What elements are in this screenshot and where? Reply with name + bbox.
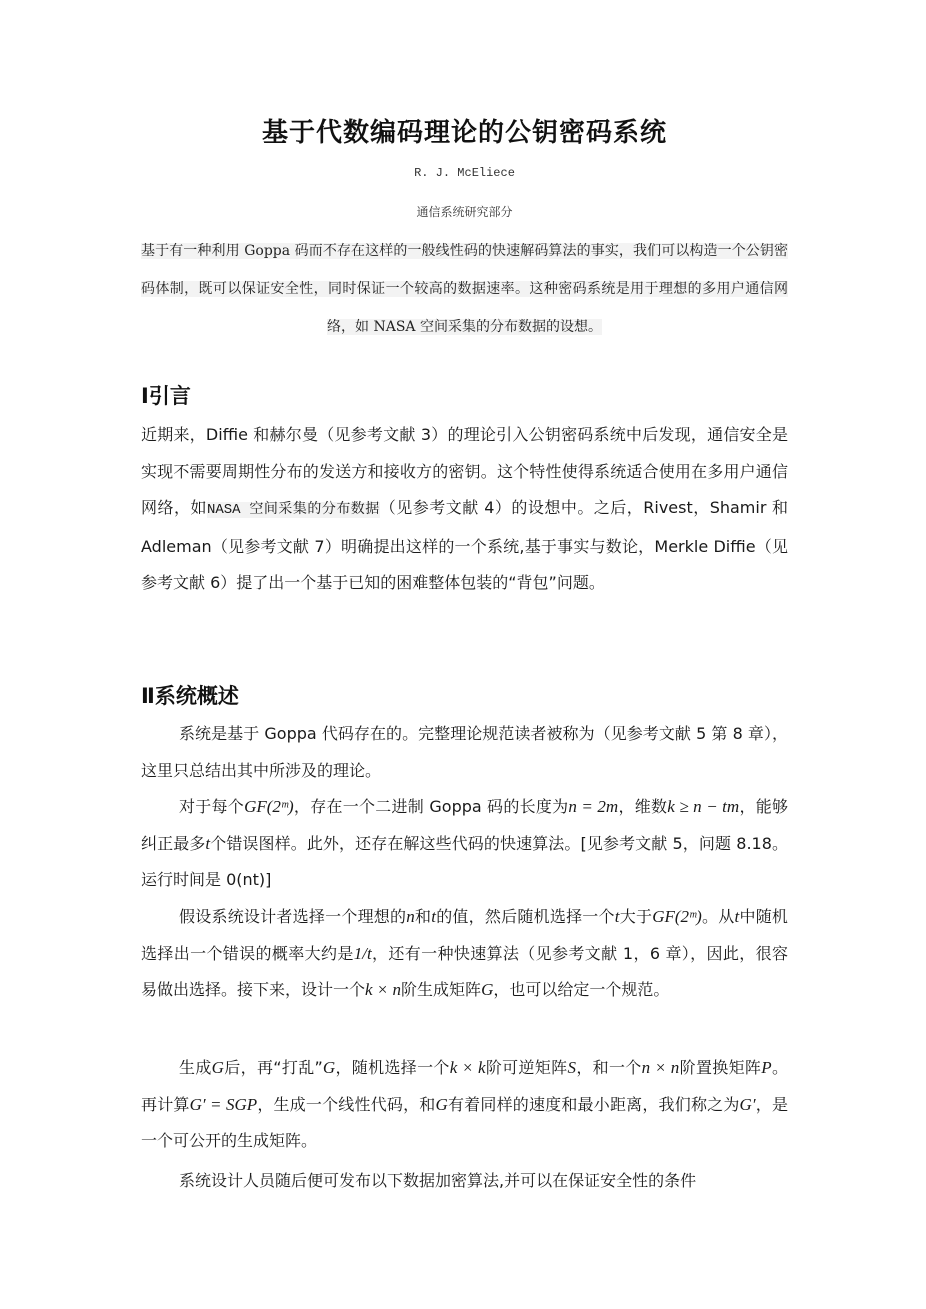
text-run: ，是一个可公开的生成矩阵。	[141, 1094, 788, 1150]
text-run: 阶生成矩阵	[401, 980, 482, 999]
math-expression: G	[481, 980, 494, 999]
overview-paragraph-4	[141, 1050, 788, 1160]
overview-paragraph-2	[141, 789, 788, 899]
text-run: ，和一个	[575, 1058, 642, 1077]
overview-paragraph-1: 系统是基于 Goppa 代码存在的。完整理论规范读者被称为（见参考文献 5 第 8 章），这里只总结出其中所涉及的理论。	[141, 724, 788, 780]
math-expression: G′ = SGP	[189, 1094, 258, 1114]
text-run: ，也可以给定一个规范。	[493, 980, 670, 999]
math-expression: t	[734, 907, 740, 926]
math-expression: n = 2m	[568, 797, 619, 816]
text-run: ，存在一个二进制 Goppa 码的长度为	[293, 797, 569, 816]
intro-paragraph	[141, 417, 788, 602]
section-heading-intro: Ⅰ引言	[141, 384, 191, 408]
math-expression: t	[614, 907, 620, 926]
text-run: 对于每个	[179, 797, 245, 816]
math-expression: P	[761, 1058, 772, 1077]
overview-paragraph-5: 系统设计人员随后便可发布以下数据加密算法,并可以在保证安全性的条件	[179, 1171, 697, 1190]
text-run: ，还有一种快速算法（见参考文献 1，6 章），因此，很容易做出选择。接下来，设计一个	[141, 943, 788, 999]
abstract-text: 基于有一种利用 Goppa 码而不存在这样的一般线性码的快速解码算法的事实，我们可以构造一个公钥密码体制，既可以保证安全性，同时保证一个较高的数据速率。这种密码系统是用于理想的多用户通信网络，如 NASA 空间采集的分布数据的设想。	[141, 243, 788, 335]
math-expression: G′	[739, 1094, 756, 1114]
text-run: 。从	[701, 907, 735, 926]
math-expression: GF(2ᵐ)	[652, 907, 702, 926]
paper-title: 基于代数编码理论的公钥密码系统	[261, 118, 667, 148]
text-run: 阶可逆矩阵	[485, 1058, 568, 1077]
math-expression: n × n	[641, 1058, 680, 1077]
text-run: 的值，然后随机选择一个	[435, 907, 615, 926]
math-expression: n	[406, 907, 415, 926]
text-run: 个错误图样。此外，还存在解这些代码的快速算法。[见参考文献 5，问题 8.18。运行时间是 0(nt)]	[141, 833, 788, 889]
text-run: 大于	[619, 907, 653, 926]
math-expression: t	[205, 833, 211, 853]
text-run: 近期来，Diffie 和赫尔曼（见参考文献 3）的理论引入公钥密码系统中后发现，通信安全是实现不需要周期性分布的发送方和接收方的密钥。这个特性使得系统适合使用在多用户通信网络，如	[141, 425, 788, 517]
text-run: 假设系统设计者选择一个理想的	[179, 907, 407, 926]
math-expression: k × n	[365, 980, 402, 999]
math-expression: G	[211, 1058, 224, 1077]
section-heading-overview: Ⅱ系统概述	[141, 684, 239, 708]
math-expression: G	[435, 1094, 448, 1114]
text-run: 和	[414, 907, 432, 926]
text-run: ，维数	[618, 797, 668, 816]
math-expression: G	[322, 1058, 336, 1077]
abstract	[141, 232, 788, 346]
text-run: ，生成一个线性代码，和	[257, 1094, 436, 1114]
math-expression: S	[567, 1058, 576, 1077]
text-run: 有着同样的速度和最小距离，我们称之为	[447, 1094, 740, 1114]
math-expression: 1/t	[353, 943, 372, 963]
text-run: 中随机选择出一个错误的概率大约是	[141, 907, 788, 963]
text-run: ，随机选择一个	[335, 1058, 450, 1077]
text-run: 后，再“打乱”	[223, 1058, 323, 1077]
text-run: ，能够纠正最多	[141, 797, 788, 853]
math-expression: k ≥ n − tm	[667, 797, 740, 816]
text-run: 生成	[179, 1058, 212, 1077]
math-expression: GF(2ᵐ)	[244, 797, 294, 816]
affiliation: 通信系统研究部分	[416, 205, 513, 219]
text-run: 阶置换矩阵	[679, 1058, 762, 1077]
math-expression: k × k	[449, 1058, 486, 1077]
text-run: 。再计算	[141, 1058, 788, 1114]
overview-paragraph-3	[141, 899, 788, 1009]
author: R. J. McEliece	[414, 166, 515, 180]
highlighted-text: NASA 空间采集的分布数据	[206, 502, 380, 518]
text-run: （见参考文献 4）的设想中。之后，Rivest，Shamir 和 Adleman（见参考文献 7）明确提出这样的一个系统,基于事实与数论，Merkle Diffie（见参考文献 6）提了出一个基于已知的困难整体包装的“背包”问题。	[141, 498, 788, 592]
math-expression: t	[431, 907, 436, 926]
